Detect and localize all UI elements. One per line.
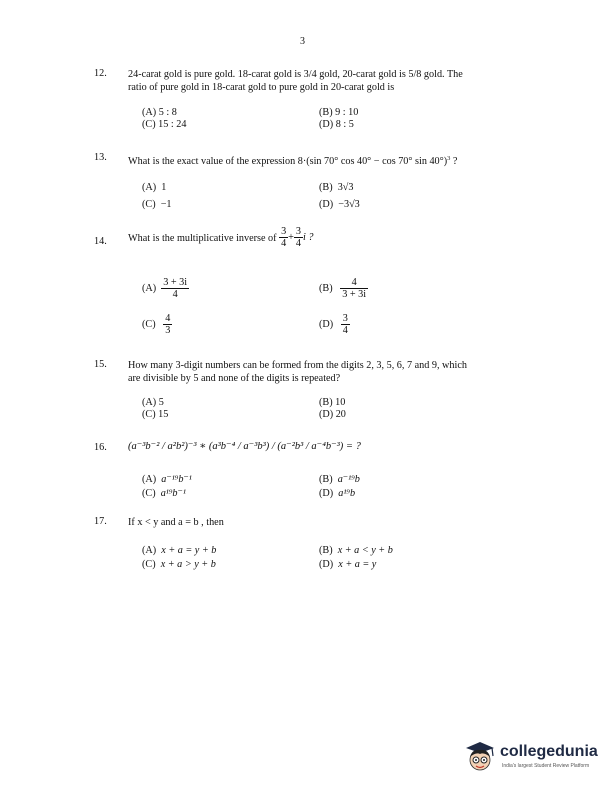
question-number: 15. — [94, 359, 107, 370]
fraction: $\frac{3}{4}$ — [295, 226, 302, 249]
exponent-expression: (a⁻³b⁻² / a²b²)⁻³ ∗ (a³b⁻⁴ / a⁻³b³) / (a⁻²b³ / a⁻⁴b⁻³) = ? — [128, 441, 361, 452]
question-text — [128, 152, 457, 168]
collegedunia-logo — [462, 740, 602, 774]
option-c: (C) a¹⁹b⁻¹ — [142, 488, 186, 499]
exponent: 3 — [447, 155, 451, 162]
question-text-lead: What is the exact value of the expression — [128, 156, 296, 167]
option-d: (D) $\frac{3}{4}$ — [319, 313, 348, 336]
option-d: (D) 20 — [319, 409, 346, 420]
brand-tagline: India's largest Student Review Platform — [502, 763, 590, 769]
option-b: (B) $\frac{4}{3 + 3i}$ — [319, 277, 367, 300]
option-b: (B) 10 — [319, 397, 346, 408]
student-mascot-icon — [462, 740, 498, 774]
question-text: What is the multiplicative inverse of $\frac{3}{4}$ + $\frac{3}{4}$ i ? — [128, 226, 314, 249]
option-d: (D) a¹⁹b — [319, 488, 356, 499]
question-text: are divisible by 5 and none of the digits is repeated? — [128, 373, 341, 384]
option-c: (C) $\frac{4}{3}$ — [142, 313, 171, 336]
question-text: 24-carat gold is pure gold. 18-carat gold is 3/4 gold, 20-carat gold is 5/8 gold. The — [128, 69, 463, 80]
option-a: (A) 5 — [142, 397, 164, 408]
option-a: (A) 5 : 8 — [142, 107, 177, 118]
option-a: (A) x + a = y + b — [142, 545, 217, 556]
brand-name: collegedunia — [500, 743, 598, 760]
option-d: (D) x + a = y — [319, 559, 377, 570]
option-c: (C) 15 — [142, 409, 169, 420]
option-b: (B) x + a < y + b — [319, 545, 393, 556]
question-text: If x < y and a = b , then — [128, 517, 224, 528]
question-number: 16. — [94, 442, 107, 453]
option-b: (B) a⁻¹⁹b — [319, 474, 360, 485]
option-a: (A) $\frac{3 + 3i}{4}$ — [142, 277, 188, 300]
option-d: (D) −3√3 — [319, 199, 360, 210]
option-c: (C) x + a > y + b — [142, 559, 216, 570]
option-c: (C) −1 — [142, 199, 172, 210]
trig-expression: 8·(sin 70° cos 40° − cos 70° sin 40°) — [297, 156, 448, 167]
option-c: (C) 15 : 24 — [142, 119, 187, 130]
page-number: 3 — [300, 36, 305, 47]
option-b: (B) 3√3 — [319, 182, 354, 193]
question-text: How many 3-digit numbers can be formed from the digits 2, 3, 5, 6, 7 and 9, which — [128, 360, 467, 371]
option-a: (A) a⁻¹⁹b⁻¹ — [142, 474, 192, 485]
question-number: 17. — [94, 516, 107, 527]
question-number: 13. — [94, 152, 107, 163]
question-number: 12. — [94, 68, 107, 79]
option-a: (A) 1 — [142, 182, 167, 193]
question-number: 14. — [94, 236, 107, 247]
option-b: (B) 9 : 10 — [319, 107, 359, 118]
option-d: (D) 8 : 5 — [319, 119, 354, 130]
fraction: $\frac{3}{4}$ — [281, 226, 287, 249]
question-text: ratio of pure gold in 18-carat gold to pure gold in 20-carat gold is — [128, 82, 395, 93]
question-mark: ? — [450, 156, 458, 167]
